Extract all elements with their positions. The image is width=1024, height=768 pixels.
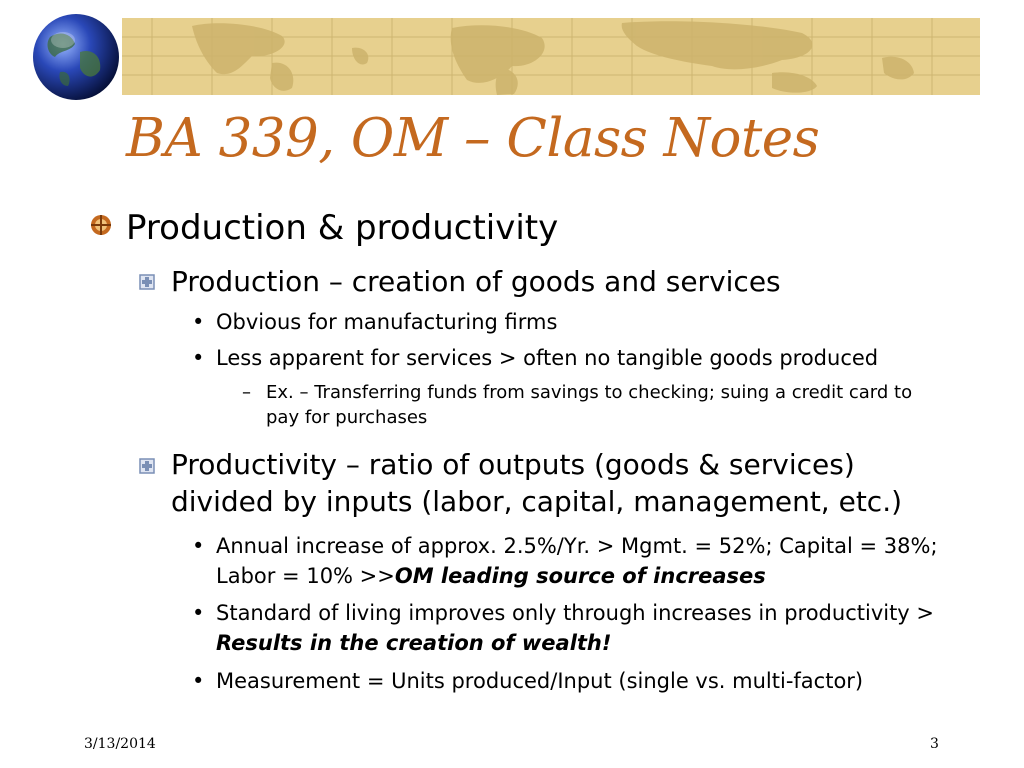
square-bullet-icon — [139, 458, 155, 474]
square-bullet-icon — [139, 274, 155, 290]
bullet-dot: • — [192, 601, 205, 625]
heading-production-productivity: Production & productivity — [126, 208, 559, 248]
point-standard-of-living: Standard of living improves only through increases in productivity > Results in the creation of wealth! — [216, 601, 935, 655]
dash-bullet: – — [242, 382, 251, 403]
point-manufacturing: Obvious for manufacturing firms — [216, 310, 558, 334]
bullet-dot: • — [192, 346, 205, 370]
compass-bullet-icon — [90, 214, 112, 236]
slide-title: BA 339, OM – Class Notes — [126, 108, 820, 169]
bullet-dot: • — [192, 669, 205, 693]
section-productivity-label: Productivity – ratio of outputs (goods & services) divided by inputs (labor, capital, management, etc.) — [171, 448, 903, 518]
point-annual-increase: Annual increase of approx. 2.5%/Yr. > Mgmt. = 52%; Capital = 38%; Labor = 10% >>OM leading source of increases — [216, 534, 938, 588]
point-measurement: Measurement = Units produced/Input (single vs. multi-factor) — [216, 669, 864, 693]
emphasis-creation-of-wealth: Results in the creation of wealth! — [216, 631, 612, 655]
example-text: Ex. – Transferring funds from savings to checking; suing a credit card to pay for purchases — [266, 382, 913, 428]
bullet-dot: • — [192, 534, 205, 558]
page-number: 3 — [930, 736, 939, 752]
footer-date: 3/13/2014 — [84, 736, 156, 752]
point-services: Less apparent for services > often no tangible goods produced — [216, 346, 879, 370]
emphasis-om-leading: OM leading source of increases — [394, 564, 766, 588]
section-production-label: Production – creation of goods and services — [171, 265, 781, 298]
bullet-dot: • — [192, 310, 205, 334]
